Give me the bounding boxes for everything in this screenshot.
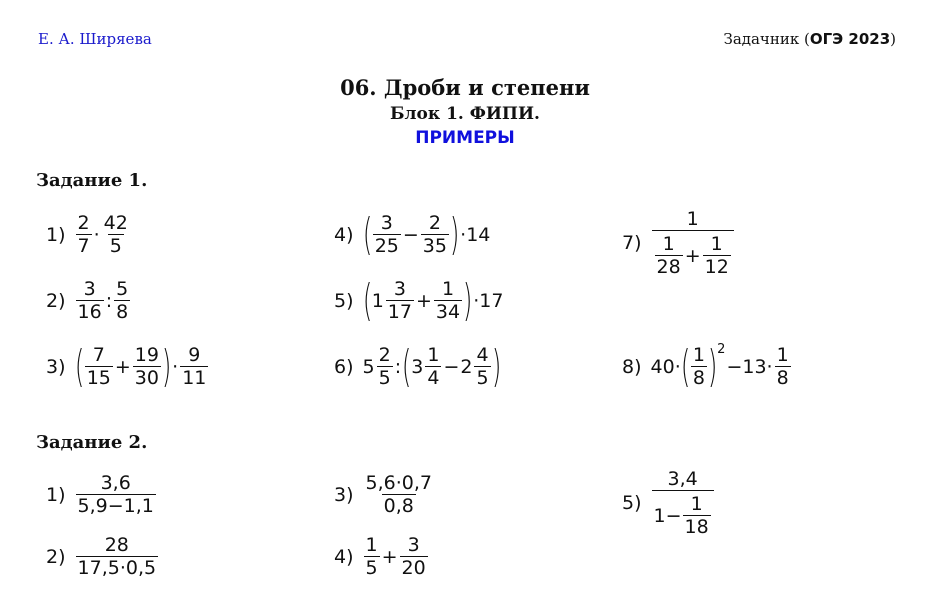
task1-heading: Задание 1. xyxy=(36,170,148,191)
problem-number: 8) xyxy=(622,355,642,378)
compound-fraction: 3,4 1− $\frac{1}{18}$ xyxy=(652,468,714,538)
problem-number: 5) xyxy=(622,492,642,514)
task1-problem-7 xyxy=(622,208,735,278)
fraction: 7 15 xyxy=(86,344,111,389)
book-title xyxy=(723,30,896,48)
problem-number: 4) xyxy=(334,223,354,246)
task2-problem-4: 4) 1 5 + $\frac{3}{20}$ xyxy=(334,534,426,579)
task1-problem-8: 8) 40· ( 1 8 ) 2 −13· 1 8 xyxy=(622,340,789,392)
fraction: 28 17,5·0,5 xyxy=(77,534,157,579)
fraction: 1 4 xyxy=(427,344,440,389)
fraction: 4 5 xyxy=(476,344,489,389)
problem-number: 3) xyxy=(334,483,354,506)
task2-problem-5 xyxy=(622,468,715,538)
book-title-prefix: Задачник ( xyxy=(723,30,810,48)
fraction: 9 11 xyxy=(182,344,207,389)
problem-number: 6) xyxy=(334,355,354,378)
task2-heading: Задание 2. xyxy=(36,432,148,453)
task1-problem-1: 1) 2 7 · 42 5 xyxy=(46,212,128,257)
fraction: 3,6 5,9−1,1 xyxy=(77,472,154,517)
problem-number: 5) xyxy=(334,289,354,312)
page-subtitle: Блок 1. ФИПИ. xyxy=(390,104,540,124)
page-title: 06. Дроби и степени xyxy=(340,75,590,100)
title-block xyxy=(0,74,930,150)
task1-problem-4: 4) ( 3 25 − $\frac{2}{35}$ ) ·14 xyxy=(334,208,491,260)
fraction: $\frac{3}{20}$ xyxy=(401,534,426,579)
task1-problem-6: 6) 5 2 5 : ( 3 1 4 − 2 4 5 ) xyxy=(334,340,501,392)
book-title-exam: ОГЭ 2023 xyxy=(809,30,891,48)
fraction: $\frac{1}{34}$ xyxy=(435,278,461,323)
fraction: 1 5 xyxy=(365,534,378,579)
fraction: 1 8 xyxy=(776,344,789,389)
fraction: $\frac{2}{35}$ xyxy=(422,212,447,257)
fraction: 2 5 xyxy=(378,344,391,389)
fraction: 5 8 xyxy=(116,278,129,323)
fraction: 3 16 xyxy=(77,278,102,323)
fraction: 3 17 xyxy=(387,278,412,323)
section-title: ПРИМЕРЫ xyxy=(415,128,515,148)
author-name: Е. А. Ширяева xyxy=(38,30,152,48)
task1-problem-2: 2) 3 16 : 5 8 xyxy=(46,278,129,323)
task1-problem-5: 5) ( 1 3 17 + $\frac{1}{34}$ ) ·17 xyxy=(334,274,504,326)
problem-number: 7) xyxy=(622,232,642,254)
task2-problem-3 xyxy=(334,472,435,517)
fraction: 2 7 xyxy=(77,212,90,257)
book-title-suffix: ) xyxy=(890,30,896,48)
task2-problem-1 xyxy=(46,472,157,517)
problem-number: 1) xyxy=(46,223,66,246)
fraction: 5,6·0,7 0,8 xyxy=(365,472,432,517)
fraction: $\frac{19}{30}$ xyxy=(134,344,159,389)
problem-number: 4) xyxy=(334,545,354,568)
compound-fraction: 1 1 28 + $\frac{1}{12}$ xyxy=(652,208,734,278)
fraction: 3 25 xyxy=(374,212,399,257)
problem-number: 1) xyxy=(46,483,66,506)
task2-problem-2 xyxy=(46,534,159,579)
fraction: 1 8 xyxy=(692,344,705,389)
fraction: 42 5 xyxy=(103,212,128,257)
task1-problem-3: 3) ( 7 15 + $\frac{19}{30}$ ) · 9 11 xyxy=(46,340,207,392)
problem-number: 2) xyxy=(46,545,66,568)
problem-number: 2) xyxy=(46,289,66,312)
problem-number: 3) xyxy=(46,355,66,378)
